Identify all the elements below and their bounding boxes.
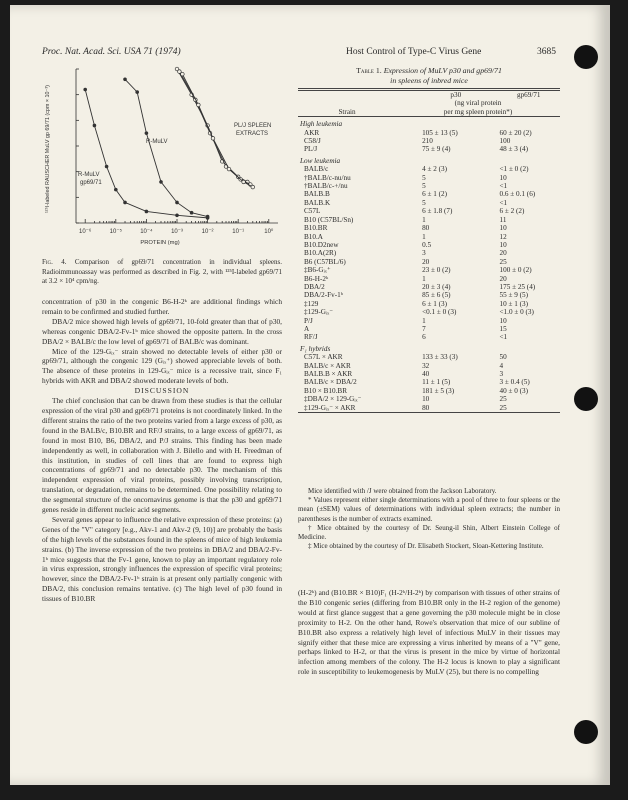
cell-strain: B10.BR xyxy=(304,224,328,233)
data-point xyxy=(206,215,210,219)
cell-p30: 210 xyxy=(422,137,433,146)
binder-hole xyxy=(574,45,598,69)
journal-citation: Proc. Nat. Acad. Sci. USA 71 (1974) xyxy=(42,47,181,57)
paragraph: Several genes appear to influence the relative expression of these proteins: (a) Genes of the "V" category [e.g., Akv-1 and Akv-2 (9, 10)] are probably the basis of the high levels of the substances found in the spleens of mice of high leukemia strains. (b) The inverse expression of the two proteins in DBA/2 and DBA/2-Fv-1ᵇ mice suggests that the Fv-1 gene, known to play an important regulatory role in virus expression, strongly influences the expression of specific viral proteins; however, since the DBA/2-Fv-1ᵇ strain is at present only partially congenic with DBA/2, this conclusion remains tentative. (c) The high level of p30 found in tissues of B10.BR xyxy=(42,514,282,604)
table-row xyxy=(298,216,560,224)
cell-gp: 50 xyxy=(499,353,507,362)
table-row xyxy=(298,182,560,190)
cell-strain: †BALB/c-+/nu xyxy=(304,182,348,191)
cell-gp: 25 xyxy=(499,257,507,266)
cell-gp: 20 xyxy=(499,249,507,258)
table-row xyxy=(298,395,560,403)
cell-gp: 10 ± 1 (3) xyxy=(499,299,528,308)
cell-gp: 3 xyxy=(499,370,504,378)
cell-p30: 105 ± 13 (5) xyxy=(422,128,458,137)
cell-p30: 7 xyxy=(422,324,426,333)
table-row xyxy=(298,387,560,395)
figure-4-chart xyxy=(40,63,292,253)
cell-strain: PL/J xyxy=(304,145,318,154)
cell-gp: <1.0 ± 0 (3) xyxy=(499,308,534,317)
paragraph: Mice of the 129-Gᵢₓ⁻ strain showed no detectable levels of either p30 or gp69/71, although the congenic 129 (Gᵢₓ⁺) showed appreciable levels of both. The absence of these proteins in 129-Gᵢₓ⁻ mice is a recessive trait, since F₁ hybrids with AKR and DBA/2 showed moderate levels of both. xyxy=(42,346,282,386)
cell-p30: 80 xyxy=(422,224,430,233)
cell-gp: 10 xyxy=(499,240,507,249)
cell-p30: 80 xyxy=(422,403,430,412)
data-point xyxy=(175,201,179,205)
cell-p30: 23 ± 0 (2) xyxy=(422,266,451,275)
table-row xyxy=(298,258,560,266)
table-bottom-rule xyxy=(298,413,560,417)
x-tick-label: 10⁻⁶ xyxy=(79,229,92,235)
series-line-0 xyxy=(85,90,207,218)
data-point xyxy=(123,77,127,81)
cell-gp: <1 xyxy=(499,333,508,342)
cell-gp: 0.6 ± 0.1 (6) xyxy=(499,190,536,199)
data-point xyxy=(93,124,97,128)
cell-strain: B6 (C57BL/6) xyxy=(304,257,346,266)
cell-strain: B10.D2new xyxy=(304,240,339,249)
table-row xyxy=(298,317,560,325)
caption-label: Fig. 4. xyxy=(42,258,67,266)
cell-gp: <1 xyxy=(499,198,508,207)
table-1 xyxy=(298,91,560,416)
cell-p30: 20 ± 3 (4) xyxy=(422,282,451,291)
table-header-row xyxy=(298,99,560,107)
table-row xyxy=(298,266,560,274)
cell-p30: 3 xyxy=(422,249,426,258)
table-row xyxy=(298,199,560,207)
data-point xyxy=(105,165,109,169)
figure-caption xyxy=(42,258,282,287)
table-section-header xyxy=(298,342,560,353)
cell-strain: ‡DBA/2 × 129-Gᵢₓ⁻ xyxy=(304,395,362,404)
table-row xyxy=(298,190,560,198)
cell-gp: 6 ± 2 (2) xyxy=(499,207,525,216)
cell-gp: <1 ± 0 (2) xyxy=(499,165,529,174)
table-row xyxy=(298,224,560,232)
footnote: ‡ Mice obtained by the courtesy of Dr. Elisabeth Stockert, Sloan-Kettering Institute. xyxy=(308,542,544,551)
data-point xyxy=(145,131,149,135)
footnote: † Mice obtained by the courtesy of Dr. Seung-il Shin, Albert Einstein College of Medicine. xyxy=(298,523,560,542)
x-tick-label: 10⁻² xyxy=(201,229,214,235)
cell-gp: 60 ± 20 (2) xyxy=(499,128,532,137)
data-point xyxy=(83,88,87,92)
data-point xyxy=(227,167,231,171)
table-section-header xyxy=(298,117,560,129)
cell-p30: <0.1 ± 0 (3) xyxy=(422,308,457,317)
table-row xyxy=(298,333,560,341)
data-point xyxy=(175,214,179,218)
table-title-line2: in spleens of inbred mice xyxy=(390,76,468,85)
x-axis-label: PROTEIN (mg) xyxy=(140,240,180,246)
table-row xyxy=(298,308,560,316)
cell-p30: 6 xyxy=(422,333,426,342)
cell-p30: 5 xyxy=(422,198,426,207)
data-point xyxy=(123,201,127,205)
x-tick-label: 10⁻⁵ xyxy=(109,229,122,235)
data-point xyxy=(135,90,139,94)
label-rmulv: R-MuLV xyxy=(146,139,168,145)
cell-strain: ‡B6-Gᵢₓ⁺ xyxy=(304,266,331,275)
cell-p30: 85 ± 6 (5) xyxy=(422,291,451,300)
cell-p30: 1 xyxy=(422,215,426,224)
cell-gp: 40 ± 0 (3) xyxy=(499,386,528,395)
running-title: Host Control of Type-C Virus Gene xyxy=(346,47,482,57)
x-tick-label: 10⁰ xyxy=(264,229,274,235)
cell-p30: 133 ± 33 (3) xyxy=(422,353,458,362)
section-title: Low leukemia xyxy=(300,156,341,165)
cell-gp: 4 xyxy=(499,361,504,370)
table-label: Table 1. xyxy=(356,66,382,75)
col-strain: Strain xyxy=(338,107,356,116)
data-point xyxy=(114,188,118,192)
left-column-text xyxy=(42,297,282,604)
binder-hole xyxy=(574,720,598,744)
cell-p30: 32 xyxy=(422,361,430,370)
cell-strain: BALB/c × DBA/2 xyxy=(304,378,357,387)
x-tick-label: 10⁻³ xyxy=(171,229,183,235)
cell-p30: 4 ± 2 (3) xyxy=(422,165,447,174)
cell-p30: 0.5 xyxy=(422,240,432,249)
table-footnotes xyxy=(298,487,560,551)
table-row xyxy=(298,300,560,308)
table-row xyxy=(298,165,560,173)
section-title: F₁ hybrids xyxy=(300,344,331,353)
cell-strain: B10 (C57BL/Sn) xyxy=(304,215,354,224)
cell-strain: ‡129 xyxy=(304,299,319,308)
cell-p30: 6 ± 1.8 (7) xyxy=(422,207,453,216)
paragraph: The chief conclusion that can be drawn from these studies is that the cellular expression of the viral p30 and gp69/71 proteins is not coordinately linked. In the different strains the ratio of the two proteins varied from a large excess of p30, as found in the BALB/c, B10.BR and RF/J strains, to a large excess of gp69/71, as found in most B10, B6, DBA/2, and P/J strains. This finding has been made independently as well, in collaboration with J. Bilello and with H. Freedman of this institution, in studies of cell lines that are found to express high concentrations of gp69/71 and no detectable p30. The mechanism of this independent expression of viral proteins, possibly involving transcription, translation, or degradation, remains to be determined. One possibility relating to the segmental structure of the oncornavirus genome is that the p30 and gp69/71 genes reside in different nucleic acid segments. xyxy=(42,396,282,515)
label-plj-spleen: PL/J SPLEEN EXTRACTS xyxy=(234,123,272,137)
x-tick-label: 10⁻⁴ xyxy=(140,229,153,235)
y-axis-label: ¹²⁵I-labeled RAUSCHER MuLV gp 69/71 (cpm × 10⁻³) xyxy=(45,85,51,213)
col-units-2: per mg spleen protein*) xyxy=(443,107,513,116)
cell-strain: P/J xyxy=(304,316,313,325)
cell-p30: 20 xyxy=(422,257,430,266)
cell-strain: A xyxy=(304,324,310,333)
cell-strain: DBA/2-Fv-1ᵇ xyxy=(304,291,343,300)
table-row xyxy=(298,249,560,257)
table-row xyxy=(298,241,560,249)
cell-p30: 11 ± 1 (5) xyxy=(422,378,451,387)
cell-strain: ‡129-Gᵢₓ⁻ xyxy=(304,308,334,317)
data-point xyxy=(159,180,163,184)
journal-page xyxy=(10,5,610,785)
cell-p30: 40 xyxy=(422,370,430,378)
cell-strain: BALB/c × AKR xyxy=(304,361,351,370)
cell-strain: C58/J xyxy=(304,137,321,146)
page-number: 3685 xyxy=(537,47,556,57)
paragraph: (H-2ᵏ) and (B10.BR × B10)F₁ (H-2ᵏ/H-2ᵇ) by comparison with tissues of other strains of the B10 congenic series (differing from B10.BR only in the H-2 region of the genome) would at first glance suggest that a gene governing the p30 molecule might be in close proximity to H-2. On the other hand, Rowe's observation that mice of our subline of B10.BR also express a relatively high level of infectious MuLV in their tissues may signify either that these mice are expressing a virus inherited by means of a "V" gene, perhaps linked to H-2, or that the virus is present in the mice by virtue of horizontal infection among members of the colony. The H-2 locus is known to play a significant role in susceptibility to leukemogenesis by MuLV (25), but there is no compelling xyxy=(298,588,560,677)
col-units-1: (ng viral protein xyxy=(454,99,502,108)
cell-gp: 20 xyxy=(499,274,507,283)
cell-strain: ‡129-Gᵢₓ⁻ × AKR xyxy=(304,403,356,412)
label-rmulv-gp: R-MuLV gp69/71 xyxy=(78,172,102,186)
footnote: * Values represent either single determinations with a pool of three to four spleens or the mean (±SEM) values of determinations with individual spleen extracts; the number in parentheses is the number of extracts examined. xyxy=(298,496,560,523)
table-row xyxy=(298,291,560,299)
table-row xyxy=(298,137,560,145)
right-column-text xyxy=(298,588,560,677)
table-title-line1: Expression of MuLV p30 and gp69/71 xyxy=(383,66,502,75)
cell-gp: 10 xyxy=(499,316,507,325)
cell-strain: B10.A(2R) xyxy=(304,249,337,258)
col-gp: gp69/71 xyxy=(516,91,541,99)
section-title: High leukemia xyxy=(300,120,343,129)
running-header xyxy=(346,47,556,57)
cell-gp: 55 ± 9 (5) xyxy=(499,291,528,300)
table-row xyxy=(298,233,560,241)
col-p30: p30 xyxy=(450,91,462,99)
cell-gp: 100 xyxy=(499,137,511,146)
cell-gp: 15 xyxy=(499,324,507,333)
cell-strain: BALB.B × AKR xyxy=(304,370,353,378)
cell-p30: 6 ± 1 (2) xyxy=(422,190,447,199)
cell-gp: 11 xyxy=(499,215,507,224)
paragraph: DBA/2 mice showed high levels of gp69/71, 10-fold greater than that of p30, whereas congenic DBA/2-Fv-1ᵇ mice showed the opposite pattern. In the cross DBA/2 × BALB/c the low level of gp69/71 of BALB/c was dominant. xyxy=(42,316,282,346)
cell-gp: 10 xyxy=(499,224,507,233)
table-row xyxy=(298,207,560,215)
table-rule-top xyxy=(298,88,560,89)
table-row xyxy=(298,404,560,413)
data-point xyxy=(242,180,246,184)
table-row xyxy=(298,174,560,182)
cell-gp: <1 xyxy=(499,182,508,191)
cell-strain: B10 × B10.BR xyxy=(304,386,347,395)
table-row xyxy=(298,129,560,137)
table-row xyxy=(298,362,560,370)
data-point xyxy=(190,211,194,215)
binder-hole xyxy=(574,387,598,411)
cell-strain: B6-H-2ᵏ xyxy=(304,274,329,283)
cell-p30: 1 xyxy=(422,274,426,283)
cell-strain: BALB.B xyxy=(304,190,330,199)
cell-p30: 1 xyxy=(422,316,426,325)
cell-p30: 10 xyxy=(422,395,430,404)
table-section-header xyxy=(298,154,560,165)
x-tick-label: 10⁻¹ xyxy=(232,229,245,235)
cell-gp: 25 xyxy=(499,395,507,404)
table-title xyxy=(298,66,560,86)
cell-strain: C57L xyxy=(304,207,321,216)
data-point xyxy=(197,103,201,107)
cell-gp: 10 xyxy=(499,173,507,182)
cell-strain: BALB/c xyxy=(304,165,329,174)
cell-p30: 181 ± 5 (3) xyxy=(422,386,455,395)
cell-strain: †BALB/c-nu/nu xyxy=(304,173,351,182)
cell-strain: B10.A xyxy=(304,232,323,241)
cell-p30: 6 ± 1 (3) xyxy=(422,299,447,308)
cell-strain: C57L × AKR xyxy=(304,353,343,362)
footnote: Mice identified with /J were obtained from the Jackson Laboratory. xyxy=(308,487,497,495)
table-row xyxy=(298,370,560,378)
data-point xyxy=(145,210,149,214)
paragraph: concentration of p30 in the congenic B6-H-2ᵏ are additional findings which remain to be confirmed and studied further. xyxy=(42,297,282,316)
table-header-row xyxy=(298,91,560,99)
cell-gp: 3 ± 0.4 (5) xyxy=(499,378,530,387)
cell-strain: BALB.K xyxy=(304,198,331,207)
table-header-row xyxy=(298,108,560,117)
cell-p30: 75 ± 9 (4) xyxy=(422,145,451,154)
data-point xyxy=(251,185,255,189)
table-row xyxy=(298,283,560,291)
cell-gp: 100 ± 0 (2) xyxy=(499,266,532,275)
cell-gp: 48 ± 3 (4) xyxy=(499,145,528,154)
cell-p30: 5 xyxy=(422,182,426,191)
cell-p30: 1 xyxy=(422,232,426,241)
cell-strain: RF/J xyxy=(304,333,318,342)
data-point xyxy=(211,137,215,141)
table-row xyxy=(298,145,560,153)
cell-p30: 5 xyxy=(422,173,426,182)
table-row xyxy=(298,378,560,386)
table-row xyxy=(298,275,560,283)
cell-gp: 175 ± 25 (4) xyxy=(499,282,536,291)
cell-gp: 12 xyxy=(499,232,507,241)
table-row xyxy=(298,353,560,361)
cell-strain: AKR xyxy=(304,128,320,137)
data-point xyxy=(181,72,185,76)
discussion-heading: DISCUSSION xyxy=(134,386,190,396)
caption-text: Comparison of gp69/71 concentration in individual spleens. Radioimmunoassay was performed as described in Fig. 2, with ¹²⁵I-labeled gp69/71 at 3.2 × 10⁴ cpm/ng. xyxy=(42,258,283,285)
table-row xyxy=(298,325,560,333)
cell-strain: DBA/2 xyxy=(304,282,325,291)
cell-gp: 25 xyxy=(499,403,507,412)
